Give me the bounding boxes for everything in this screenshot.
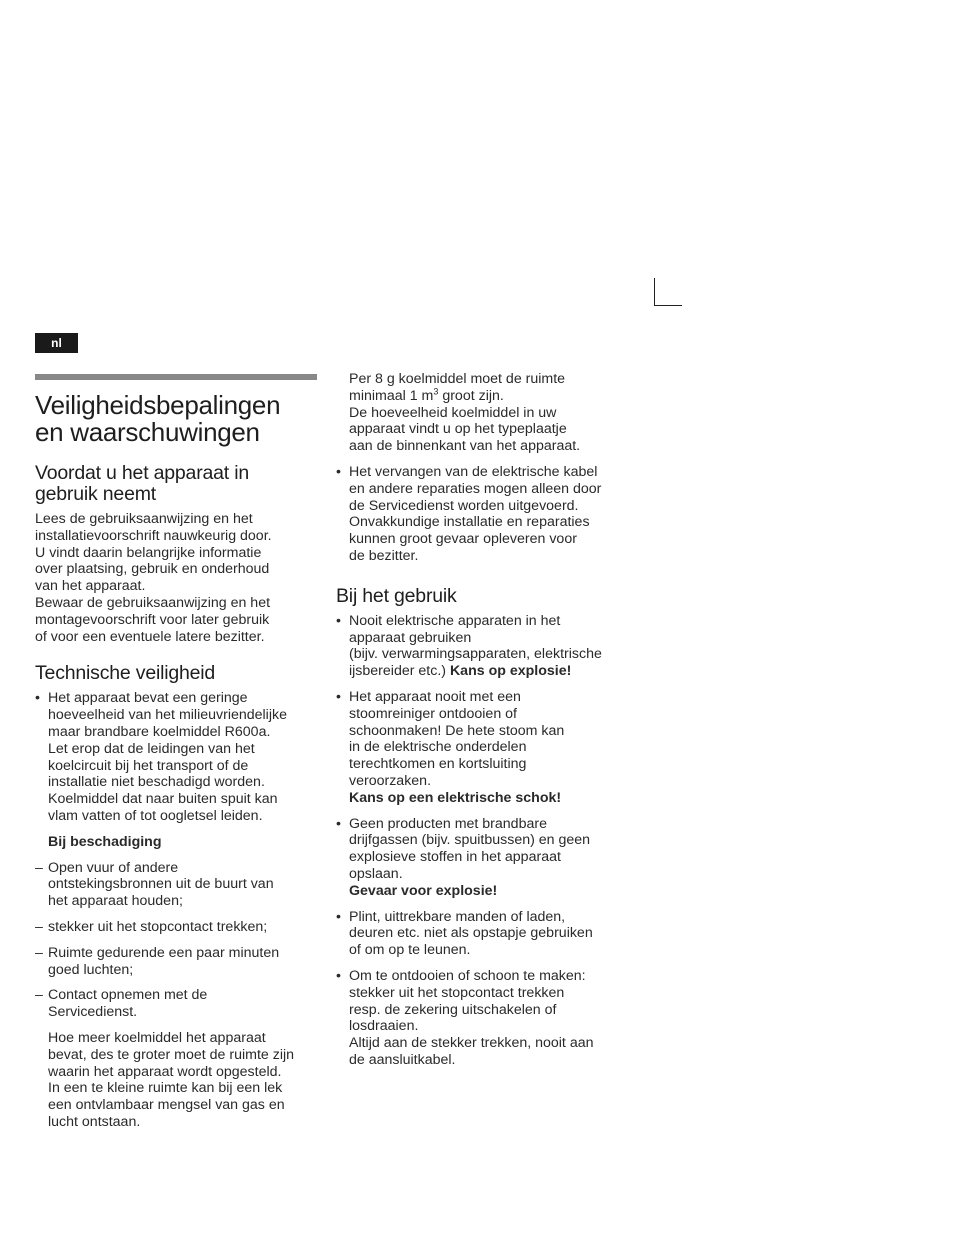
text-line: montagevoorschrift voor later gebruik	[35, 611, 270, 628]
heading-line: gebruik neemt	[35, 483, 156, 505]
text-line: stekker uit het stopcontact trekken	[349, 984, 565, 1001]
text-line: in de elektrische onderdelen	[349, 739, 527, 756]
warning-text: Kans op een elektrische schok!	[349, 789, 562, 806]
text-line: – Ruimte gedurende een paar minuten	[48, 944, 280, 961]
heading-line: Voordat u het apparaat in	[35, 462, 250, 484]
text-line: schoonmaken! De hete stoom kan	[349, 722, 565, 739]
repair-list	[336, 464, 626, 565]
text-line: een ontvlambaar mengsel van gas en	[48, 1097, 285, 1114]
text-line: Servicedienst.	[48, 1004, 138, 1021]
technical-safety-heading: Technische veiligheid	[35, 662, 216, 685]
list-item	[336, 968, 626, 1069]
list-item	[336, 464, 626, 565]
text-line: van het apparaat.	[35, 578, 146, 595]
text-line: kunnen groot gevaar opleveren voor	[349, 531, 577, 548]
text-line: De hoeveelheid koelmiddel in uw	[349, 404, 557, 421]
section-title	[35, 392, 317, 446]
text-line: hoeveelheid van het milieuvriendelijke	[48, 707, 287, 724]
text-line: waarin het apparaat wordt opgesteld.	[48, 1063, 282, 1080]
text-line: • Geen producten met brandbare	[349, 815, 547, 832]
list-item	[35, 987, 317, 1021]
warning-text: Gevaar voor explosie!	[349, 882, 498, 899]
text-line: – stekker uit het stopcontact trekken;	[48, 918, 268, 935]
text-line: installatie niet beschadigd worden.	[48, 774, 265, 791]
list-item	[336, 689, 626, 807]
list-item	[336, 909, 626, 959]
text-line: koelcircuit bij het transport of de	[48, 757, 249, 774]
text-line: • Plint, uittrekbare manden of laden,	[349, 908, 566, 925]
text-line	[349, 663, 626, 680]
text-line: bevat, des te groter moet de ruimte zijn	[48, 1046, 295, 1063]
text-line: of voor een eventuele latere bezitter.	[35, 628, 265, 645]
text-line: apparaat gebruiken	[349, 629, 472, 646]
text-line: deuren etc. niet als opstapje gebruiken	[349, 925, 593, 942]
technical-safety-list	[35, 690, 317, 824]
text-line: • Om te ontdooien of schoon te maken:	[349, 967, 586, 984]
warning-text: Kans op explosie!	[449, 663, 572, 680]
text-line: Let erop dat de leidingen van het	[48, 740, 255, 757]
text-line: het apparaat houden;	[48, 893, 183, 910]
text-line: lucht ontstaan.	[48, 1113, 141, 1130]
text-line: losdraaien.	[349, 1018, 419, 1035]
before-use-heading	[35, 463, 317, 505]
text-line: – Contact opnemen met de	[48, 987, 208, 1004]
text-line: aan de binnenkant van het apparaat.	[349, 438, 581, 455]
room-paragraph	[35, 1030, 317, 1131]
text-line: apparaat vindt u op het typeplaatje	[349, 421, 567, 438]
text-line: ontstekingsbronnen uit de buurt van	[48, 876, 274, 893]
text-line: of om op te leunen.	[349, 942, 471, 959]
text-line: • Het apparaat nooit met een	[349, 688, 521, 705]
list-item	[35, 860, 317, 910]
text-line: – Open vuur of andere	[48, 859, 179, 876]
text-line: U vindt daarin belangrijke informatie	[35, 544, 262, 561]
text-fragment: ijsbereider etc.)	[349, 663, 450, 680]
text-line: drijfgassen (bijv. spuitbussen) en geen	[349, 832, 591, 849]
before-use-paragraph	[35, 511, 317, 645]
text-line: • Nooit elektrische apparaten in het	[349, 612, 561, 629]
superscript: 3	[433, 386, 439, 397]
text-line: Bewaar de gebruiksaanwijzing en het	[35, 594, 271, 611]
text-line	[349, 388, 626, 405]
list-item	[35, 690, 317, 824]
text-line: Lees de gebruiksaanwijzing en het	[35, 511, 253, 527]
text-line: installatievoorschrift nauwkeurig door.	[35, 527, 272, 544]
section-title-line: en waarschuwingen	[35, 417, 260, 447]
list-item	[35, 945, 317, 979]
text-line: explosieve stoffen in het apparaat	[349, 849, 561, 866]
text-line: In een te kleine ruimte kan bij een lek	[48, 1080, 283, 1097]
text-line: de Servicedienst worden uitgevoerd.	[349, 497, 579, 514]
text-line: en andere reparaties mogen alleen door	[349, 480, 602, 497]
text-fragment: minimaal 1 m	[349, 387, 434, 404]
text-line: terechtkomen en kortsluiting	[349, 756, 527, 773]
list-item	[336, 816, 626, 900]
section-title-line: Veiligheidsbepalingen	[35, 390, 281, 420]
damage-label: Bij beschadiging	[48, 833, 162, 850]
text-line: maar brandbare koelmiddel R600a.	[48, 723, 271, 740]
text-line: (bijv. verwarmingsapparaten, elektrische	[349, 646, 602, 663]
text-line: Per 8 g koelmiddel moet de ruimte	[349, 371, 566, 387]
language-badge: nl	[35, 333, 78, 353]
list-item	[35, 919, 317, 936]
text-line: • Het apparaat bevat een geringe	[48, 690, 248, 707]
text-line: • Het vervangen van de elektrische kabel	[349, 463, 598, 480]
text-line: de bezitter.	[349, 547, 419, 564]
damage-list	[35, 860, 317, 1021]
text-line: de aansluitkabel.	[349, 1051, 456, 1068]
text-line: veroorzaken.	[349, 772, 432, 789]
right-column	[336, 371, 626, 1078]
crop-mark	[654, 278, 682, 306]
refrigerant-paragraph	[336, 371, 626, 455]
during-use-heading: Bij het gebruik	[336, 584, 457, 607]
text-line: opslaan.	[349, 865, 403, 882]
text-line: Koelmiddel dat naar buiten spuit kan	[48, 791, 278, 808]
text-line: stoomreiniger ontdooien of	[349, 705, 517, 722]
text-line: resp. de zekering uitschakelen of	[349, 1001, 557, 1018]
during-use-list	[336, 613, 626, 1069]
text-line: goed luchten;	[48, 961, 134, 978]
text-fragment: groot zijn.	[438, 387, 504, 404]
text-line: Hoe meer koelmiddel het apparaat	[48, 1029, 266, 1046]
text-line: Onvakkundige installatie en reparaties	[349, 514, 590, 531]
left-column	[35, 374, 317, 1131]
list-item	[336, 613, 626, 680]
text-line: Altijd aan de stekker trekken, nooit aan	[349, 1035, 594, 1052]
text-line: vlam vatten of tot oogletsel leiden.	[48, 807, 263, 824]
text-line: over plaatsing, gebruik en onderhoud	[35, 561, 270, 578]
section-rule	[35, 374, 317, 380]
